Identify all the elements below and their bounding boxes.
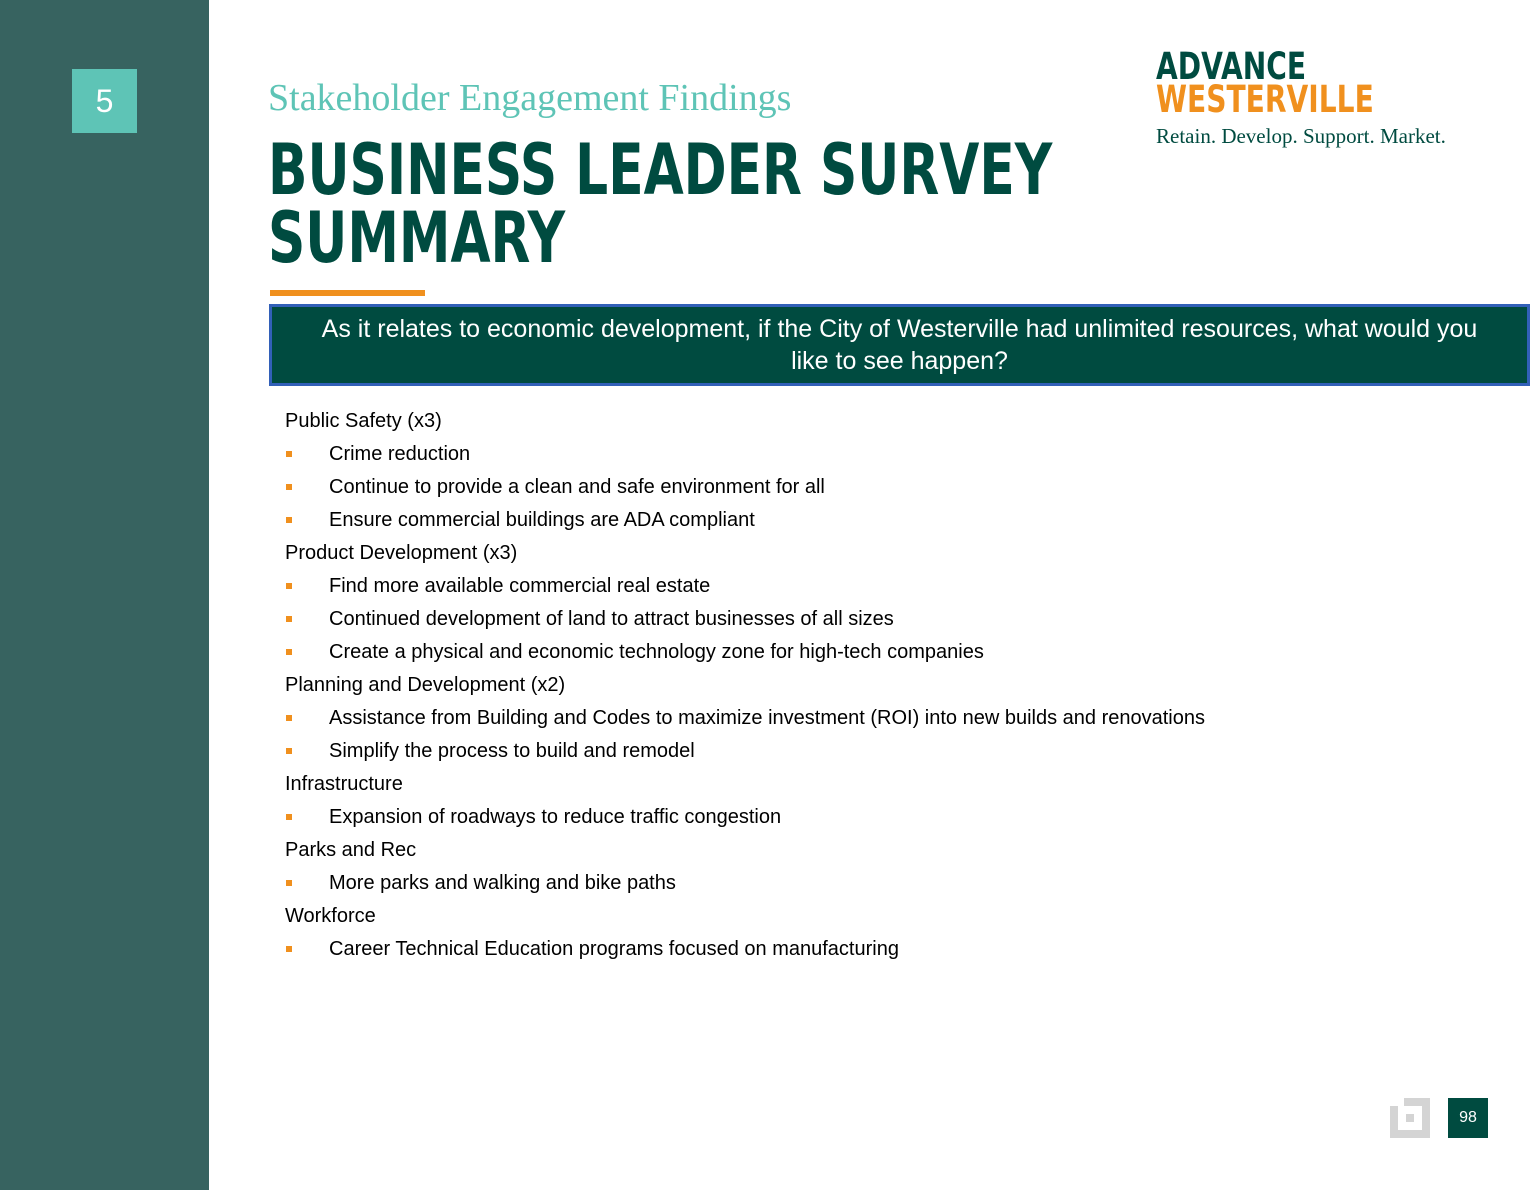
title-underline [270, 290, 425, 296]
square-bullet-icon [286, 880, 292, 886]
logo-line-advance: ADVANCE [1156, 45, 1307, 88]
finding-item-text: Expansion of roadways to reduce traffic congestion [329, 806, 782, 828]
survey-question-box [269, 304, 1530, 386]
finding-item [285, 570, 1485, 603]
page-title: BUSINESS LEADER SURVEY SUMMARY [268, 129, 1053, 279]
page-subtitle: Stakeholder Engagement Findings [268, 77, 792, 119]
finding-item-text: Create a physical and economic technology zone for high-tech companies [329, 641, 984, 663]
square-bullet-icon [286, 649, 292, 655]
square-bullet-icon [286, 451, 292, 457]
page-number: 98 [1448, 1098, 1488, 1138]
square-bullet-icon [286, 517, 292, 523]
finding-item-text: Continued development of land to attract businesses of all sizes [329, 608, 894, 630]
finding-item [285, 867, 1485, 900]
logo-tagline: Retain. Develop. Support. Market. [1156, 124, 1446, 148]
finding-category: Public Safety (x3) [285, 410, 442, 432]
square-bullet-icon [286, 715, 292, 721]
finding-item [285, 702, 1485, 735]
finding-item [285, 933, 1485, 966]
finding-item-text: Ensure commercial buildings are ADA compliant [329, 509, 755, 531]
finding-item-text: Find more available commercial real estate [329, 575, 711, 597]
finding-item-text: Crime reduction [329, 443, 471, 465]
finding-category: Infrastructure [285, 773, 403, 795]
finding-category: Product Development (x3) [285, 542, 518, 564]
finding-category: Parks and Rec [285, 839, 417, 861]
square-bullet-icon [286, 484, 292, 490]
advance-westerville-logo [1156, 45, 1496, 149]
sidebar [0, 0, 209, 1190]
square-bullet-icon [286, 748, 292, 754]
logo-line-westerville: WESTERVILLE [1156, 78, 1374, 121]
finding-item-text: More parks and walking and bike paths [329, 872, 676, 894]
square-bullet-icon [286, 946, 292, 952]
finding-category: Planning and Development (x2) [285, 674, 566, 696]
bracket-logo-icon [1390, 1098, 1430, 1138]
finding-item-text: Simplify the process to build and remodel [329, 740, 695, 762]
finding-item [285, 504, 1485, 537]
finding-item [285, 801, 1485, 834]
finding-category: Workforce [285, 905, 376, 927]
finding-item-text: Assistance from Building and Codes to maximize investment (ROI) into new builds and renovations [329, 707, 1205, 729]
finding-item [285, 438, 1485, 471]
section-number-badge: 5 [72, 69, 137, 133]
survey-question-text: As it relates to economic development, if the City of Westerville had unlimited resources, what would you like to see happen? [321, 315, 1478, 375]
finding-item [285, 735, 1485, 768]
square-bullet-icon [286, 583, 292, 589]
findings-list [285, 405, 1485, 966]
square-bullet-icon [286, 814, 292, 820]
finding-item-text: Continue to provide a clean and safe environment for all [329, 476, 825, 498]
finding-item [285, 603, 1485, 636]
square-bullet-icon [286, 616, 292, 622]
finding-item-text: Career Technical Education programs focused on manufacturing [329, 938, 899, 960]
finding-item [285, 471, 1485, 504]
finding-item [285, 636, 1485, 669]
